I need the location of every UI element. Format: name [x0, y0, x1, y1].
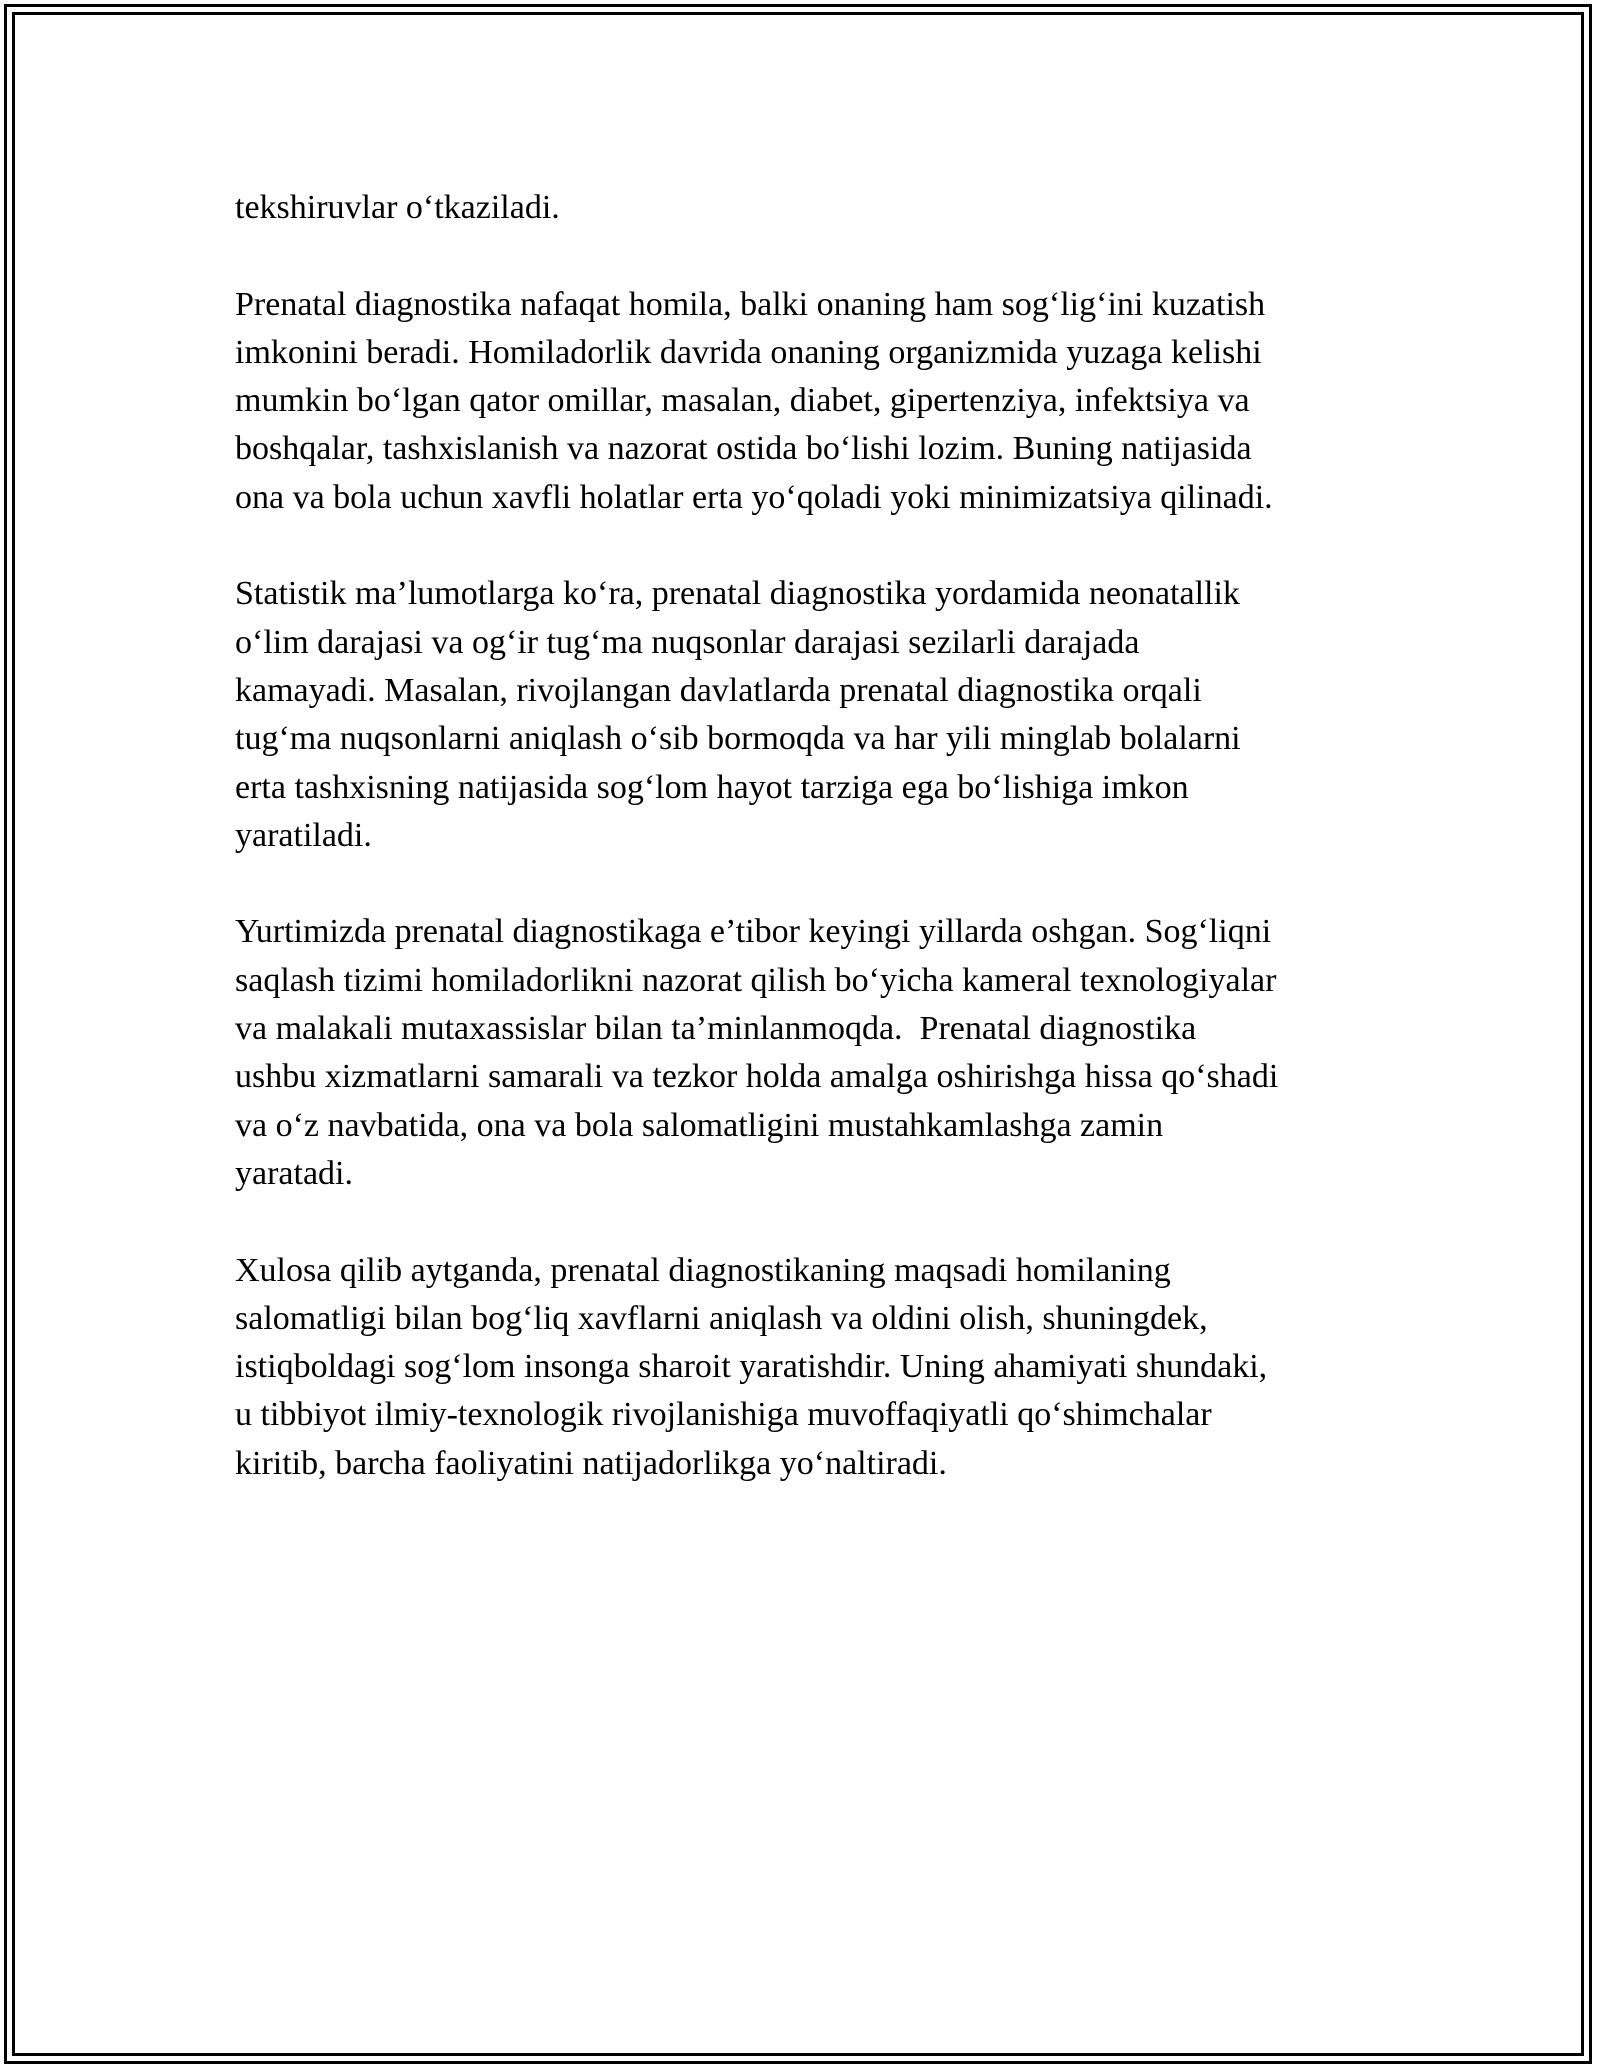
text-line: yaratadi.	[235, 1154, 353, 1192]
text-line: Yurtimizda prenatal diagnostikaga e’tibor keyingi yillarda oshgan. Sog‘liqni	[235, 913, 1272, 951]
text-line: imkonini beradi. Homiladorlik davrida onaning organizmida yuzaga kelishi	[235, 333, 1262, 371]
text-line: ona va bola uchun xavfli holatlar erta yo‘qoladi yoki minimizatsiya qilinadi.	[235, 478, 1273, 516]
text-line: erta tashxisning natijasida sog‘lom hayot tarziga ega bo‘lishiga imkon	[235, 768, 1189, 806]
text-line: kiritib, barcha faoliyatini natijadorlikga yo‘naltiradi.	[235, 1444, 947, 1482]
text-line: yaratiladi.	[235, 816, 372, 854]
text-line: istiqboldagi sog‘lom insonga sharoit yaratishdir. Uning ahamiyati shundaki,	[235, 1348, 1268, 1386]
text-line: u tibbiyot ilmiy-texnologik rivojlanishiga muvoffaqiyatli qo‘shimchalar	[235, 1396, 1212, 1434]
text-line: saqlash tizimi homiladorlikni nazorat qilish bo‘yicha kameral texnologiyalar	[235, 961, 1277, 999]
paragraph-2	[235, 281, 1385, 522]
text-line: Statistik ma’lumotlarga ko‘ra, prenatal diagnostika yordamida neonatallik	[235, 575, 1240, 613]
text-line: boshqalar, tashxislanish va nazorat ostida bo‘lishi lozim. Buning natijasida	[235, 430, 1252, 468]
paragraph-5	[235, 1247, 1385, 1488]
paragraph-1	[235, 184, 1385, 232]
text-line: Xulosa qilib aytganda, prenatal diagnostikaning maqsadi homilaning	[235, 1251, 1171, 1289]
text-line: Prenatal diagnostika nafaqat homila, balki onaning ham sog‘lig‘ini kuzatish	[235, 285, 1266, 323]
document-body	[235, 184, 1385, 1536]
text-line: salomatligi bilan bog‘liq xavflarni aniqlash va oldini olish, shuningdek,	[235, 1299, 1208, 1337]
paragraph-4	[235, 908, 1385, 1198]
text-line: o‘lim darajasi va og‘ir tug‘ma nuqsonlar darajasi sezilarli darajada	[235, 623, 1140, 661]
text-line: ushbu xizmatlarni samarali va tezkor holda amalga oshirishga hissa qo‘shadi	[235, 1058, 1279, 1096]
text-line: tug‘ma nuqsonlarni aniqlash o‘sib bormoqda va har yili minglab bolalarni	[235, 720, 1241, 758]
paragraph-3	[235, 570, 1385, 860]
text-line: tekshiruvlar o‘tkaziladi.	[235, 189, 560, 226]
text-line: va o‘z navbatida, ona va bola salomatligini mustahkamlashga zamin	[235, 1106, 1164, 1144]
text-line: mumkin bo‘lgan qator omillar, masalan, diabet, gipertenziya, infektsiya va	[235, 382, 1250, 420]
text-line: kamayadi. Masalan, rivojlangan davlatlarda prenatal diagnostika orqali	[235, 671, 1202, 709]
text-line: va malakali mutaxassislar bilan ta’minlanmoqda. Prenatal diagnostika	[235, 1010, 1197, 1048]
